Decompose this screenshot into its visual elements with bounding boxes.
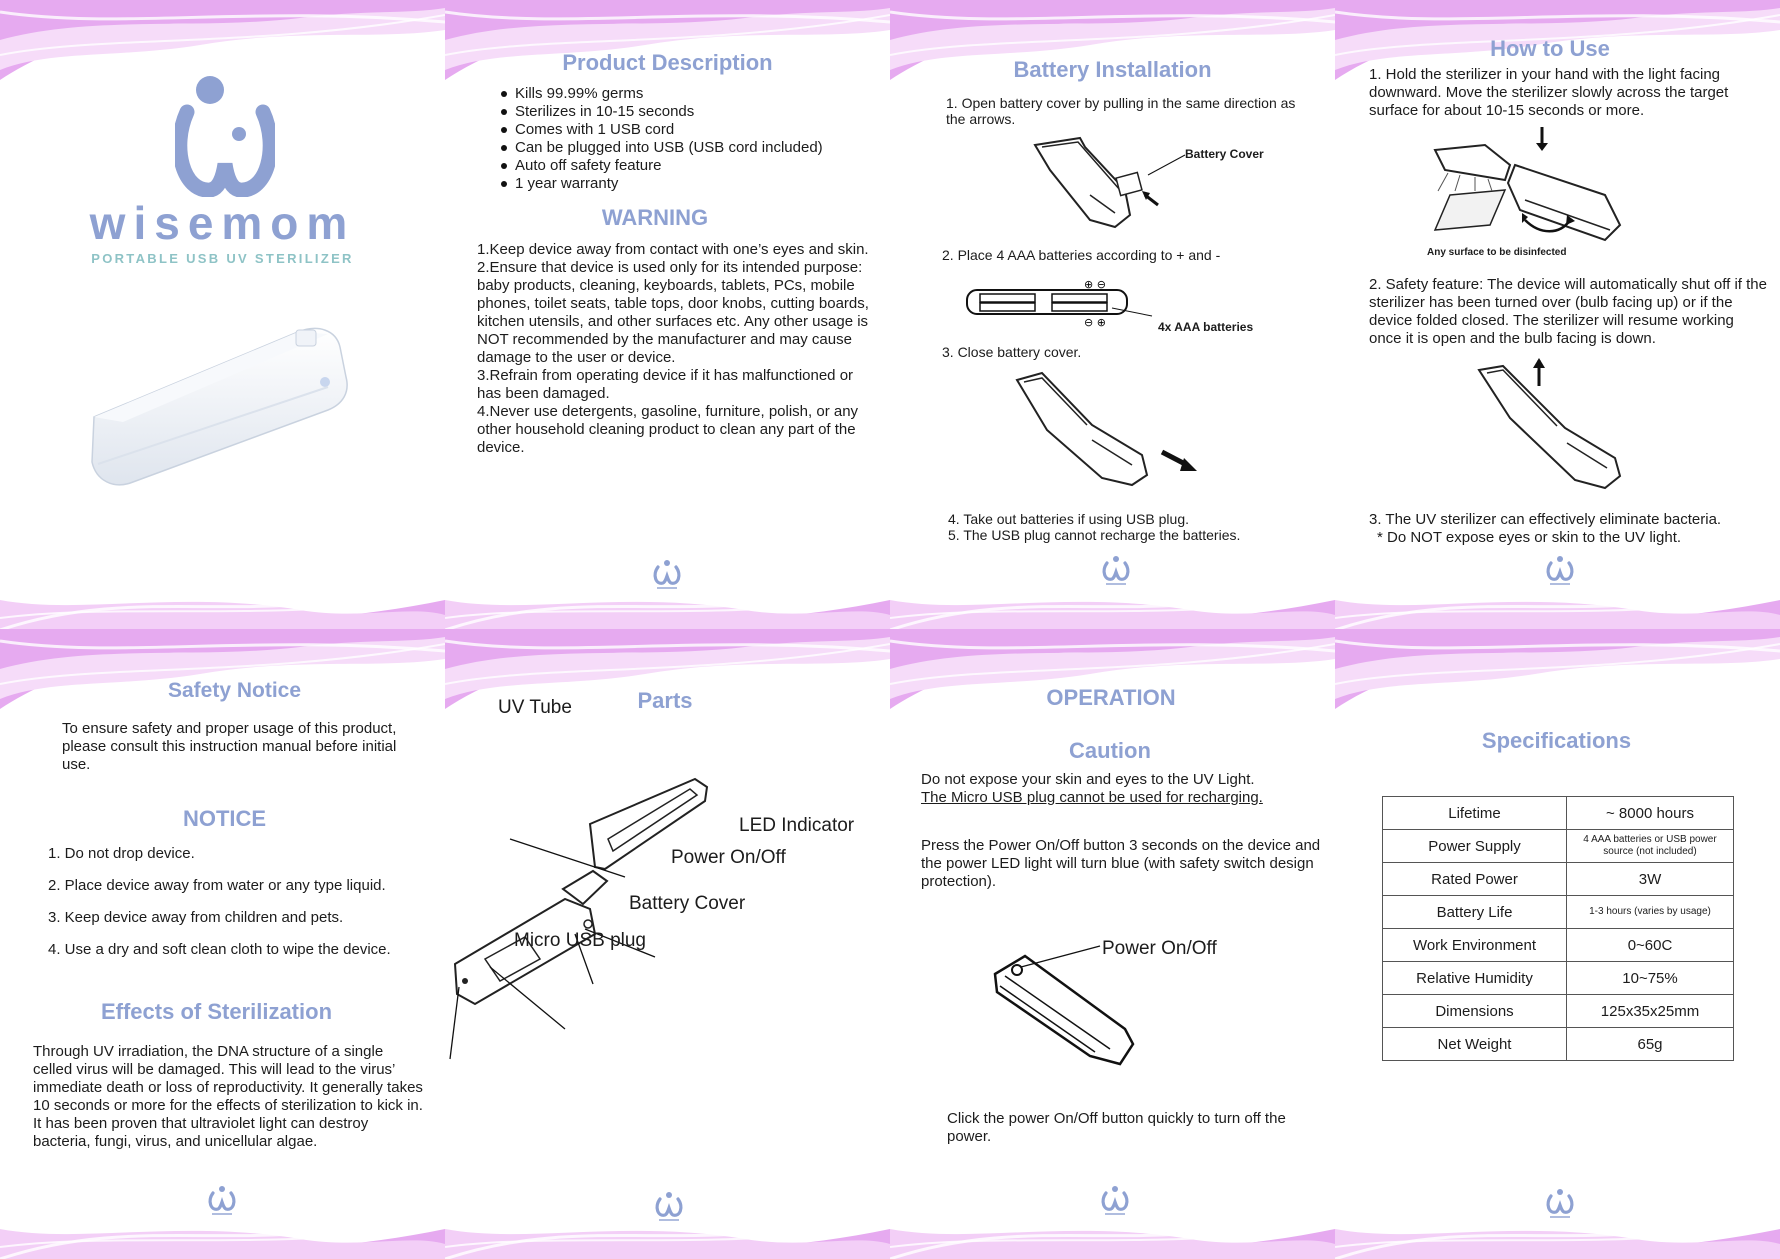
decorative-wave-bottom <box>445 560 890 630</box>
press-instructions: Press the Power On/Off button 3 seconds on the device and the power LED light will turn blue (with safety switch design protection). <box>921 837 1321 890</box>
decorative-wave-top <box>445 0 890 90</box>
battery-placement-diagram <box>962 278 1162 328</box>
warning-title: WARNING <box>601 205 709 230</box>
notice-item: 4. Use a dry and soft clean cloth to wipe the device. <box>48 941 391 958</box>
feature-item: Comes with 1 USB cord <box>515 121 823 139</box>
spec-value: 1-3 hours (varies by usage) <box>1567 896 1734 929</box>
spec-row <box>1383 896 1734 929</box>
cover-panel <box>0 0 445 630</box>
decorative-wave-top <box>0 629 445 719</box>
notice-list <box>48 845 438 973</box>
sterilizer-usage-diagram <box>1430 125 1670 250</box>
feature-item: 1 year warranty <box>515 175 823 193</box>
sterilizer-product-image <box>88 322 363 487</box>
specifications-panel <box>1335 629 1780 1259</box>
product-description-title: Product Description <box>562 50 773 75</box>
spec-value: 0~60C <box>1567 929 1734 962</box>
spec-key: Dimensions <box>1383 995 1567 1028</box>
brand-tagline: PORTABLE USB UV STERILIZER <box>91 251 354 266</box>
safety-intro: To ensure safety and proper usage of this product, please consult this instruction manual before initial use. <box>62 720 397 773</box>
warning-list <box>477 241 872 457</box>
feature-item: Kills 99.99% germs <box>515 85 823 103</box>
surface-label: Any surface to be disinfected <box>1427 247 1567 258</box>
caution-line-2: The Micro USB plug cannot be used for recharging. <box>921 789 1263 806</box>
spec-value: 4 AAA batteries or USB power source (not included) <box>1567 830 1734 863</box>
feature-item: Can be plugged into USB (USB cord included) <box>515 139 823 156</box>
caution-line-1: Do not expose your skin and eyes to the UV Light. <box>921 771 1255 788</box>
spec-value: 65g <box>1567 1028 1734 1061</box>
parts-label-power-button: Power On/Off <box>671 847 786 868</box>
battery-installation-panel <box>890 0 1335 630</box>
decorative-wave-bottom <box>1335 560 1780 630</box>
svg-text:⊕ ⊖: ⊕ ⊖ <box>1084 278 1106 291</box>
spec-row <box>1383 1028 1734 1061</box>
feature-item: Auto off safety feature <box>515 157 823 175</box>
spec-value: ~ 8000 hours <box>1567 797 1734 830</box>
spec-key: Work Environment <box>1383 929 1567 962</box>
how-to-use-title: How to Use <box>1490 36 1610 61</box>
battery-step-1: 1. Open battery cover by pulling in the same direction as the arrows. <box>946 95 1296 127</box>
safety-panel <box>0 629 445 1259</box>
spec-row <box>1383 863 1734 896</box>
decorative-wave-bottom <box>0 560 445 630</box>
spec-key: Power Supply <box>1383 830 1567 863</box>
effects-title: Effects of Sterilization <box>100 999 333 1024</box>
product-description-panel <box>445 0 890 630</box>
notice-item: 3. Keep device away from children and pets. <box>48 909 344 926</box>
how-to-use-step-2: 2. Safety feature: The device will automatically shut off if the sterilizer has been turned over (bulb facing up) or if the device folded closed. The sterilizer will resume working once it is open and the bulb facing is down. <box>1369 276 1767 347</box>
close-battery-cover-diagram <box>1012 370 1212 490</box>
parts-label-battery-cover: Battery Cover <box>629 893 746 914</box>
feature-list <box>497 85 823 193</box>
how-to-use-step-3: 3. The UV sterilizer can effectively eliminate bacteria. <box>1369 511 1722 528</box>
how-to-use-panel <box>1335 0 1780 630</box>
warning-item: 3.Refrain from operating device if it has malfunctioned or has been damaged. <box>477 367 854 402</box>
decorative-wave-bottom <box>890 1189 1335 1259</box>
parts-panel <box>445 629 890 1259</box>
safety-notice-title: Safety Notice <box>167 679 302 702</box>
effects-text: Through UV irradiation, the DNA structure of a single celled virus will be damaged. This will lead to the virus’ immediate death or loss of reproductivity. It generally takes 10 seconds or more for the effects of sterilization to kick in. It has been proven that ultraviolet light can destroy bacteria, fungi, virus, and unicellular algae. <box>33 1043 423 1150</box>
spec-row <box>1383 929 1734 962</box>
warning-item: 2.Ensure that device is used only for its intended purpose: baby products, cleaning, keyboards, tablets, PCs, mobile phones, toilet seats, table tops, door knobs, cutting boards, kitchen utensils, and other surfaces etc. Any other usage is NOT recommended by the manufacturer and may cause damage to the user or device. <box>477 259 869 366</box>
warning-item: 4.Never use detergents, gasoline, furniture, polish, or any other household cleaning product to clean any part of the device. <box>477 403 859 456</box>
spec-row <box>1383 995 1734 1028</box>
spec-row <box>1383 962 1734 995</box>
batteries-label: 4x AAA batteries <box>1158 320 1254 334</box>
caution-title: Caution <box>1069 738 1151 763</box>
notice-item: 2. Place device away from water or any type liquid. <box>48 877 386 894</box>
feature-item: Sterilizes in 10-15 seconds <box>515 103 823 121</box>
spec-key: Rated Power <box>1383 863 1567 896</box>
parts-title: Parts <box>637 688 693 713</box>
battery-step-3: 3. Close battery cover. <box>942 344 1082 360</box>
battery-step-4: 4. Take out batteries if using USB plug. <box>948 511 1189 527</box>
spec-value: 3W <box>1567 863 1734 896</box>
spec-key: Battery Life <box>1383 896 1567 929</box>
decorative-wave-bottom <box>445 1189 890 1259</box>
power-off-instructions: Click the power On/Off button quickly to turn off the power. <box>947 1110 1286 1145</box>
how-to-use-note: * Do NOT expose eyes or skin to the UV light. <box>1377 529 1682 546</box>
spec-value: 10~75% <box>1567 962 1734 995</box>
notice-item: 1. Do not drop device. <box>48 845 195 862</box>
battery-step-2: 2. Place 4 AAA batteries according to + and - <box>942 247 1221 263</box>
parts-label-micro-usb: Micro USB plug <box>514 930 646 951</box>
safety-feature-diagram <box>1475 358 1625 498</box>
decorative-wave-bottom <box>1335 1189 1780 1259</box>
spec-key: Net Weight <box>1383 1028 1567 1061</box>
battery-installation-title: Battery Installation <box>1013 57 1212 82</box>
specifications-title: Specifications <box>1481 728 1632 753</box>
operation-title: OPERATION <box>1046 685 1176 710</box>
spec-key: Relative Humidity <box>1383 962 1567 995</box>
decorative-wave-bottom <box>890 560 1335 630</box>
spec-row <box>1383 830 1734 863</box>
power-button-label: Power On/Off <box>1102 938 1217 959</box>
specifications-table <box>1382 796 1734 1061</box>
decorative-wave-bottom <box>0 1189 445 1259</box>
spec-value: 125x35x25mm <box>1567 995 1734 1028</box>
battery-cover-label: Battery Cover <box>1185 147 1264 161</box>
decorative-wave-top <box>1335 629 1780 719</box>
notice-title: NOTICE <box>182 806 267 831</box>
battery-step-5: 5. The USB plug cannot recharge the batteries. <box>948 527 1241 543</box>
parts-diagram <box>445 759 890 1099</box>
parts-label-led-indicator: LED Indicator <box>739 815 855 836</box>
svg-text:⊖ ⊕: ⊖ ⊕ <box>1084 316 1106 328</box>
warning-item: 1.Keep device away from contact with one’s eyes and skin. <box>477 241 869 258</box>
operation-panel <box>890 629 1335 1259</box>
spec-row <box>1383 797 1734 830</box>
spec-key: Lifetime <box>1383 797 1567 830</box>
parts-label-uv-tube: UV Tube <box>498 697 572 718</box>
wisemom-logo-icon <box>175 72 275 197</box>
brand-name: wisemom <box>89 197 356 249</box>
how-to-use-step-1: 1. Hold the sterilizer in your hand with the light facing downward. Move the sterilizer slowly across the target surface for about 10-15 seconds or more. <box>1369 66 1729 119</box>
